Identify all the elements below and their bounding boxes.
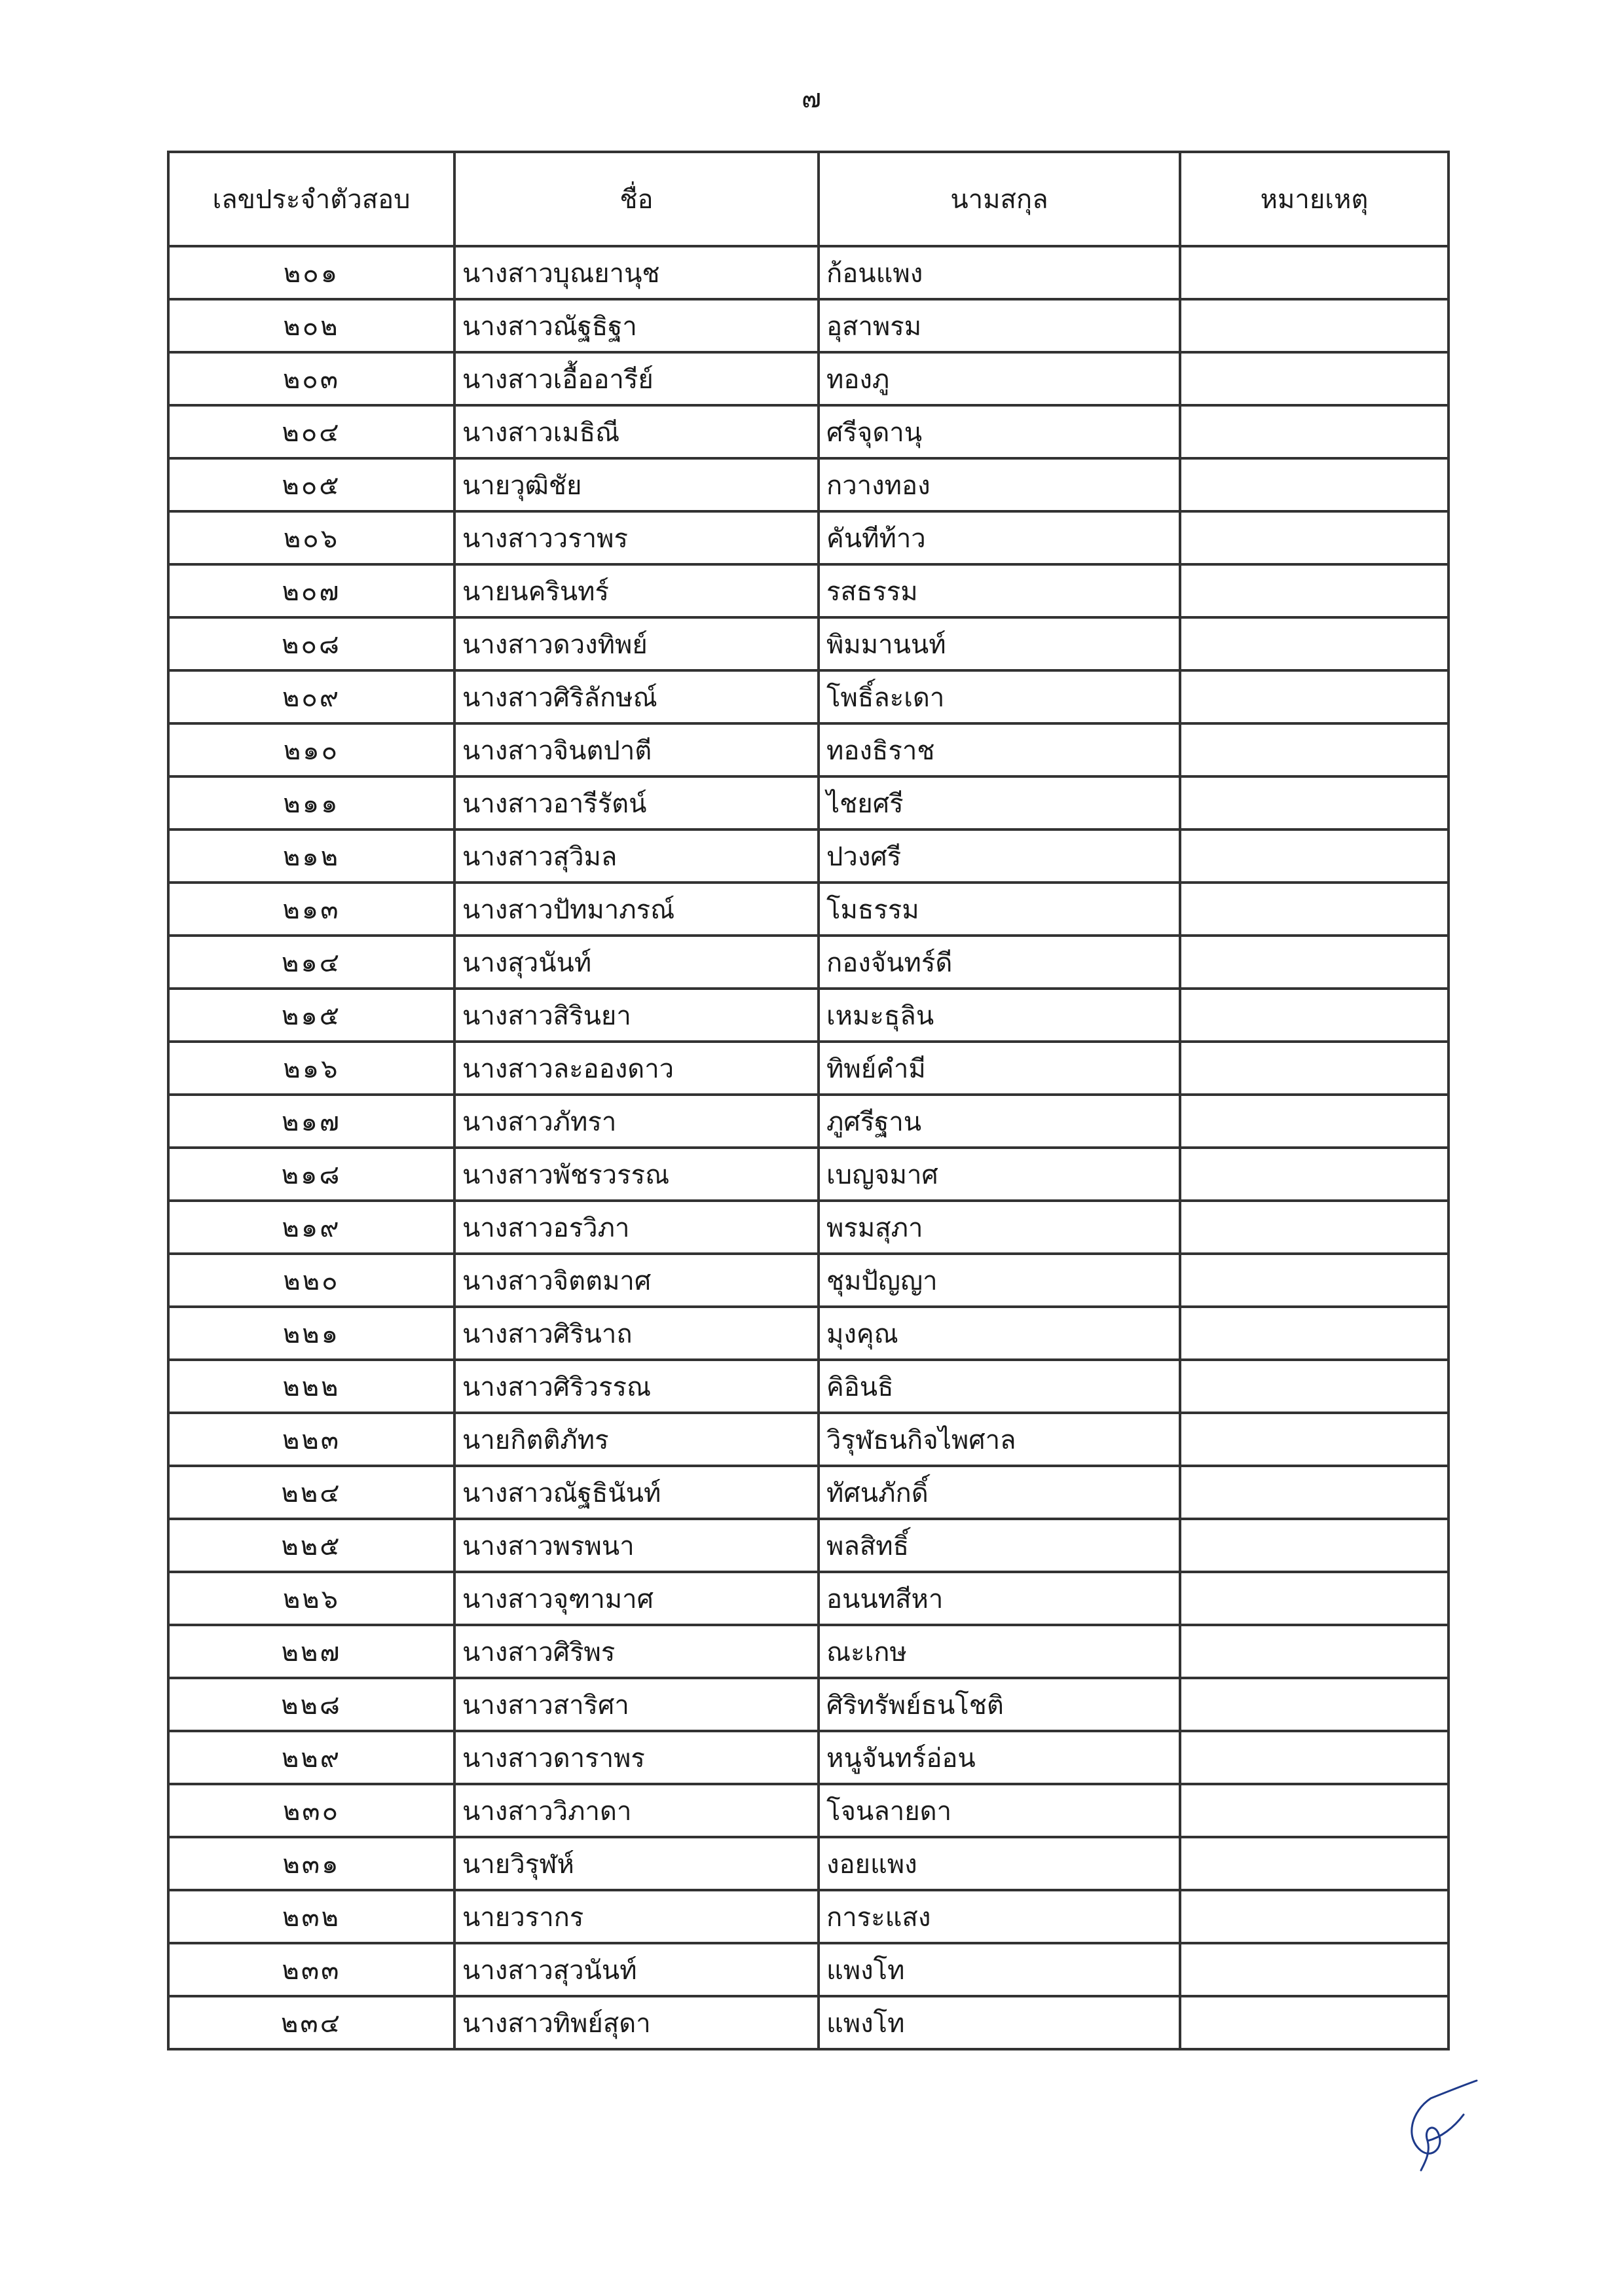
cell-first-name: นางสาวพรพนา bbox=[454, 1519, 819, 1572]
cell-last-name: งอยแพง bbox=[819, 1837, 1180, 1890]
cell-remarks bbox=[1180, 1572, 1449, 1625]
cell-remarks bbox=[1180, 1996, 1449, 2049]
cell-exam-id: ๒๑๐ bbox=[168, 723, 454, 776]
cell-first-name: นางสาวสุวนันท์ bbox=[454, 1943, 819, 1996]
cell-exam-id: ๒๓๓ bbox=[168, 1943, 454, 1996]
header-first-name: ชื่อ bbox=[454, 152, 819, 246]
table-row bbox=[168, 564, 1449, 617]
cell-last-name: ทัศนภักดิ์ bbox=[819, 1466, 1180, 1519]
table-row bbox=[168, 1360, 1449, 1413]
table-row bbox=[168, 1731, 1449, 1784]
cell-last-name: รสธรรม bbox=[819, 564, 1180, 617]
cell-last-name: หนูจันทร์อ่อน bbox=[819, 1731, 1180, 1784]
table-row bbox=[168, 1837, 1449, 1890]
cell-first-name: นางสาวเอื้ออารีย์ bbox=[454, 352, 819, 405]
cell-last-name: กองจันทร์ดี bbox=[819, 936, 1180, 989]
cell-exam-id: ๒๒๒ bbox=[168, 1360, 454, 1413]
cell-exam-id: ๒๐๕ bbox=[168, 458, 454, 511]
cell-first-name: นางสาวสุวิมล bbox=[454, 829, 819, 883]
cell-remarks bbox=[1180, 1148, 1449, 1201]
cell-first-name: นายวุฒิชัย bbox=[454, 458, 819, 511]
cell-remarks bbox=[1180, 1307, 1449, 1360]
cell-first-name: นางสาวศิรินาถ bbox=[454, 1307, 819, 1360]
cell-first-name: นางสาวศิริลักษณ์ bbox=[454, 670, 819, 723]
cell-last-name: พลสิทธิ์ bbox=[819, 1519, 1180, 1572]
cell-last-name: ภูศรีฐาน bbox=[819, 1095, 1180, 1148]
cell-exam-id: ๒๑๘ bbox=[168, 1148, 454, 1201]
cell-first-name: นางสาวทิพย์สุดา bbox=[454, 1996, 819, 2049]
cell-last-name: พิมมานนท์ bbox=[819, 617, 1180, 670]
cell-remarks bbox=[1180, 936, 1449, 989]
table-row bbox=[168, 458, 1449, 511]
cell-last-name: พรมสุภา bbox=[819, 1201, 1180, 1254]
table-row bbox=[168, 299, 1449, 352]
cell-exam-id: ๒๓๒ bbox=[168, 1890, 454, 1943]
cell-last-name: โจนลายดา bbox=[819, 1784, 1180, 1837]
cell-last-name: ทิพย์คำมี bbox=[819, 1042, 1180, 1095]
cell-first-name: นางสาววราพร bbox=[454, 511, 819, 564]
cell-last-name: กวางทอง bbox=[819, 458, 1180, 511]
cell-exam-id: ๒๓๑ bbox=[168, 1837, 454, 1890]
cell-remarks bbox=[1180, 1890, 1449, 1943]
cell-first-name: นางสาวเมธิณี bbox=[454, 405, 819, 458]
table-row bbox=[168, 1042, 1449, 1095]
cell-exam-id: ๒๐๔ bbox=[168, 405, 454, 458]
cell-remarks bbox=[1180, 299, 1449, 352]
cell-exam-id: ๒๒๓ bbox=[168, 1413, 454, 1466]
cell-first-name: นางสาวณัฐธินันท์ bbox=[454, 1466, 819, 1519]
table-row bbox=[168, 1996, 1449, 2049]
cell-exam-id: ๒๑๗ bbox=[168, 1095, 454, 1148]
cell-exam-id: ๒๒๐ bbox=[168, 1254, 454, 1307]
cell-exam-id: ๒๓๔ bbox=[168, 1996, 454, 2049]
cell-remarks bbox=[1180, 883, 1449, 936]
cell-remarks bbox=[1180, 1678, 1449, 1731]
table-row bbox=[168, 617, 1449, 670]
cell-exam-id: ๒๐๗ bbox=[168, 564, 454, 617]
cell-exam-id: ๒๒๑ bbox=[168, 1307, 454, 1360]
cell-exam-id: ๒๑๑ bbox=[168, 776, 454, 829]
header-remarks: หมายเหตุ bbox=[1180, 152, 1449, 246]
cell-first-name: นางสาวพัชรวรรณ bbox=[454, 1148, 819, 1201]
cell-remarks bbox=[1180, 1360, 1449, 1413]
table-row bbox=[168, 1519, 1449, 1572]
table-row bbox=[168, 776, 1449, 829]
cell-first-name: นางสาวจินตปาตี bbox=[454, 723, 819, 776]
cell-first-name: นายวิรุฬห์ bbox=[454, 1837, 819, 1890]
cell-exam-id: ๒๒๕ bbox=[168, 1519, 454, 1572]
cell-exam-id: ๒๐๖ bbox=[168, 511, 454, 564]
cell-exam-id: ๒๐๓ bbox=[168, 352, 454, 405]
cell-first-name: นางสาวดวงทิพย์ bbox=[454, 617, 819, 670]
cell-remarks bbox=[1180, 617, 1449, 670]
table-row bbox=[168, 405, 1449, 458]
table-row bbox=[168, 989, 1449, 1042]
cell-exam-id: ๒๒๖ bbox=[168, 1572, 454, 1625]
cell-first-name: นางสาวดาราพร bbox=[454, 1731, 819, 1784]
cell-remarks bbox=[1180, 1731, 1449, 1784]
cell-first-name: นางสุวนันท์ bbox=[454, 936, 819, 989]
cell-last-name: คันทีท้าว bbox=[819, 511, 1180, 564]
cell-remarks bbox=[1180, 1254, 1449, 1307]
cell-last-name: อุสาพรม bbox=[819, 299, 1180, 352]
table-row bbox=[168, 723, 1449, 776]
cell-exam-id: ๒๐๙ bbox=[168, 670, 454, 723]
cell-exam-id: ๒๐๑ bbox=[168, 246, 454, 299]
cell-first-name: นายกิตติภัทร bbox=[454, 1413, 819, 1466]
cell-exam-id: ๒๒๙ bbox=[168, 1731, 454, 1784]
table-row bbox=[168, 1466, 1449, 1519]
table-row bbox=[168, 1307, 1449, 1360]
cell-last-name: แพงโท bbox=[819, 1943, 1180, 1996]
table-row bbox=[168, 1943, 1449, 1996]
cell-first-name: นางสาวละอองดาว bbox=[454, 1042, 819, 1095]
signature bbox=[1392, 2075, 1483, 2174]
cell-first-name: นางสาวสาริศา bbox=[454, 1678, 819, 1731]
cell-remarks bbox=[1180, 458, 1449, 511]
table-body bbox=[168, 246, 1449, 2049]
cell-first-name: นางสาวศิริวรรณ bbox=[454, 1360, 819, 1413]
table-row bbox=[168, 1254, 1449, 1307]
cell-last-name: วิรุฬธนกิจไพศาล bbox=[819, 1413, 1180, 1466]
cell-last-name: ณะเกษ bbox=[819, 1625, 1180, 1678]
cell-last-name: อนนทสีหา bbox=[819, 1572, 1180, 1625]
table-row bbox=[168, 829, 1449, 883]
cell-last-name: ไชยศรี bbox=[819, 776, 1180, 829]
cell-exam-id: ๒๐๒ bbox=[168, 299, 454, 352]
cell-exam-id: ๒๒๔ bbox=[168, 1466, 454, 1519]
cell-remarks bbox=[1180, 1042, 1449, 1095]
table-row bbox=[168, 1148, 1449, 1201]
cell-remarks bbox=[1180, 246, 1449, 299]
table-row bbox=[168, 1625, 1449, 1678]
cell-exam-id: ๒๑๒ bbox=[168, 829, 454, 883]
page-number: ๗ bbox=[801, 84, 823, 114]
cell-exam-id: ๒๑๓ bbox=[168, 883, 454, 936]
examinee-table bbox=[167, 151, 1450, 2050]
cell-first-name: นางสาวจุฑามาศ bbox=[454, 1572, 819, 1625]
cell-remarks bbox=[1180, 564, 1449, 617]
cell-first-name: นางสาวสิรินยา bbox=[454, 989, 819, 1042]
cell-first-name: นางสาวศิริพร bbox=[454, 1625, 819, 1678]
cell-remarks bbox=[1180, 1095, 1449, 1148]
table-row bbox=[168, 1413, 1449, 1466]
cell-last-name: ทองธิราช bbox=[819, 723, 1180, 776]
cell-first-name: นายนครินทร์ bbox=[454, 564, 819, 617]
cell-remarks bbox=[1180, 1466, 1449, 1519]
cell-last-name: ศรีจุดานุ bbox=[819, 405, 1180, 458]
cell-exam-id: ๒๑๕ bbox=[168, 989, 454, 1042]
table-row bbox=[168, 246, 1449, 299]
cell-exam-id: ๒๒๗ bbox=[168, 1625, 454, 1678]
cell-exam-id: ๒๓๐ bbox=[168, 1784, 454, 1837]
cell-first-name: นางสาวภัทรา bbox=[454, 1095, 819, 1148]
cell-remarks bbox=[1180, 1201, 1449, 1254]
cell-last-name: คิอินธิ bbox=[819, 1360, 1180, 1413]
cell-remarks bbox=[1180, 352, 1449, 405]
cell-last-name: เหมะธุลิน bbox=[819, 989, 1180, 1042]
table-row bbox=[168, 1201, 1449, 1254]
cell-remarks bbox=[1180, 776, 1449, 829]
cell-exam-id: ๒๑๖ bbox=[168, 1042, 454, 1095]
table-row bbox=[168, 1784, 1449, 1837]
cell-remarks bbox=[1180, 1625, 1449, 1678]
cell-last-name: ศิริทรัพย์ธนโชติ bbox=[819, 1678, 1180, 1731]
table-row bbox=[168, 670, 1449, 723]
table-row bbox=[168, 883, 1449, 936]
cell-remarks bbox=[1180, 1943, 1449, 1996]
table-header-row bbox=[168, 152, 1449, 246]
cell-remarks bbox=[1180, 829, 1449, 883]
table-row bbox=[168, 1890, 1449, 1943]
cell-first-name: นายวรากร bbox=[454, 1890, 819, 1943]
cell-last-name: มุงคุณ bbox=[819, 1307, 1180, 1360]
cell-exam-id: ๒๐๘ bbox=[168, 617, 454, 670]
table-row bbox=[168, 1572, 1449, 1625]
cell-last-name: ปวงศรี bbox=[819, 829, 1180, 883]
cell-first-name: นางสาวอรวิภา bbox=[454, 1201, 819, 1254]
cell-first-name: นางสาวปัทมาภรณ์ bbox=[454, 883, 819, 936]
cell-exam-id: ๒๒๘ bbox=[168, 1678, 454, 1731]
cell-exam-id: ๒๑๙ bbox=[168, 1201, 454, 1254]
cell-last-name: การะแสง bbox=[819, 1890, 1180, 1943]
cell-first-name: นางสาวบุณยานุช bbox=[454, 246, 819, 299]
table-row bbox=[168, 511, 1449, 564]
cell-last-name: ทองภู bbox=[819, 352, 1180, 405]
cell-remarks bbox=[1180, 405, 1449, 458]
cell-remarks bbox=[1180, 511, 1449, 564]
cell-exam-id: ๒๑๔ bbox=[168, 936, 454, 989]
table-row bbox=[168, 936, 1449, 989]
cell-remarks bbox=[1180, 1519, 1449, 1572]
cell-last-name: แพงโท bbox=[819, 1996, 1180, 2049]
cell-first-name: นางสาวจิตตมาศ bbox=[454, 1254, 819, 1307]
table-row bbox=[168, 1678, 1449, 1731]
cell-remarks bbox=[1180, 989, 1449, 1042]
header-exam-id: เลขประจำตัวสอบ bbox=[168, 152, 454, 246]
cell-first-name: นางสาววิภาดา bbox=[454, 1784, 819, 1837]
cell-remarks bbox=[1180, 723, 1449, 776]
cell-last-name: เบญจมาศ bbox=[819, 1148, 1180, 1201]
cell-last-name: โพธิ์ละเดา bbox=[819, 670, 1180, 723]
table-row bbox=[168, 1095, 1449, 1148]
header-last-name: นามสกุล bbox=[819, 152, 1180, 246]
cell-remarks bbox=[1180, 1837, 1449, 1890]
cell-last-name: โมธรรม bbox=[819, 883, 1180, 936]
cell-remarks bbox=[1180, 1413, 1449, 1466]
table-row bbox=[168, 352, 1449, 405]
cell-remarks bbox=[1180, 670, 1449, 723]
cell-last-name: ก้อนแพง bbox=[819, 246, 1180, 299]
cell-last-name: ชุมปัญญา bbox=[819, 1254, 1180, 1307]
cell-first-name: นางสาวอารีรัตน์ bbox=[454, 776, 819, 829]
cell-remarks bbox=[1180, 1784, 1449, 1837]
cell-first-name: นางสาวณัฐธิฐา bbox=[454, 299, 819, 352]
